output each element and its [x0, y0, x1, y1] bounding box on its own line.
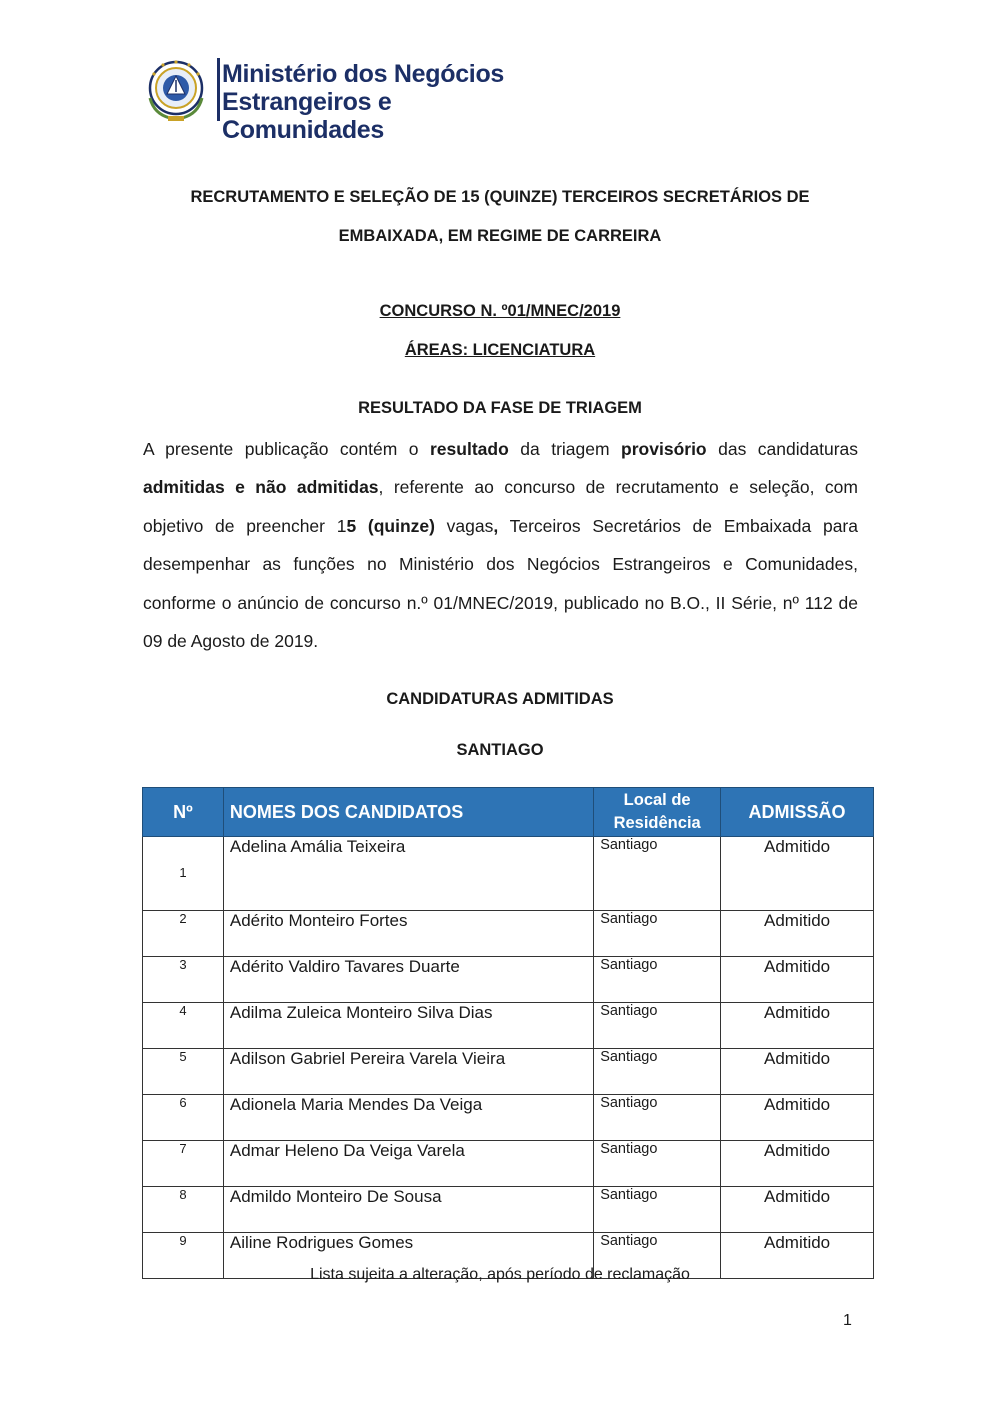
island-title: SANTIAGO	[456, 741, 544, 759]
national-coat-of-arms-icon	[140, 54, 212, 126]
paragraph-bold: 5 (quinze)	[346, 515, 435, 536]
candidate-name: Admar Heleno Da Veiga Varela	[223, 1141, 593, 1187]
ministry-name-line2: Estrangeiros e Comunidades	[222, 88, 392, 144]
table-row	[143, 1141, 874, 1187]
admission-status: Admitido	[721, 957, 874, 1003]
table-row	[143, 1095, 874, 1141]
paragraph-text: vagas	[434, 515, 494, 536]
residence-cell: Santiago	[594, 1233, 721, 1279]
table-row	[143, 957, 874, 1003]
row-number: 9	[143, 1233, 224, 1279]
paragraph-text: Terceiros Secretários de Embaixada para desempenhar as funções no Ministério dos Negócios Estrangeiros e Comunidades, conforme o anúncio de concurso n.º 01/MNEC/2019, publicado no B.O., II Série, nº 112 de 09 de Agosto de 2019.	[143, 515, 858, 652]
residence-cell: Santiago	[594, 1049, 721, 1095]
table-row	[143, 837, 874, 911]
document-title-line1: RECRUTAMENTO E SELEÇÃO DE 15 (QUINZE) TERCEIROS SECRETÁRIOS DE	[190, 188, 810, 206]
candidate-name: Adérito Valdiro Tavares Duarte	[223, 957, 593, 1003]
table-row	[143, 1187, 874, 1233]
admission-status: Admitido	[721, 1095, 874, 1141]
table-row	[143, 1003, 874, 1049]
column-header-residence	[594, 788, 721, 837]
residence-cell: Santiago	[594, 1095, 721, 1141]
document-title-line2: EMBAIXADA, EM REGIME DE CARREIRA	[338, 227, 662, 245]
paragraph-bold: ,	[493, 515, 499, 536]
residence-cell: Santiago	[594, 1003, 721, 1049]
table-row	[143, 911, 874, 957]
admission-status: Admitido	[721, 1187, 874, 1233]
candidate-name: Adilson Gabriel Pereira Varela Vieira	[223, 1049, 593, 1095]
paragraph-bold: resultado	[430, 439, 509, 459]
admission-status: Admitido	[721, 1233, 874, 1279]
concurso-number: CONCURSO N. º01/MNEC/2019	[379, 302, 621, 320]
footer-note: Lista sujeita a alteração, após período de reclamação	[310, 1266, 690, 1283]
paragraph-text: A presente publicação contém o	[143, 439, 430, 459]
paragraph-text: da triagem	[508, 439, 622, 459]
residence-cell: Santiago	[594, 1141, 721, 1187]
candidate-name: Adilma Zuleica Monteiro Silva Dias	[223, 1003, 593, 1049]
candidate-name: Adérito Monteiro Fortes	[223, 911, 593, 957]
intro-paragraph	[143, 430, 858, 660]
candidate-name: Ailine Rodrigues Gomes	[223, 1233, 593, 1279]
logo-divider	[217, 58, 220, 121]
ministry-name-line1: Ministério dos Negócios	[222, 60, 505, 88]
table-header-row	[143, 788, 874, 837]
row-number: 6	[143, 1095, 224, 1141]
admission-status: Admitido	[721, 1141, 874, 1187]
column-header-num: Nº	[143, 788, 224, 837]
admission-status: Admitido	[721, 1003, 874, 1049]
paragraph-bold: admitidas e não admitidas	[143, 477, 379, 498]
page-number: 1	[843, 1312, 852, 1329]
residence-cell: Santiago	[594, 837, 721, 911]
admitted-title: CANDIDATURAS ADMITIDAS	[386, 690, 614, 708]
admission-status: Admitido	[721, 911, 874, 957]
admission-status: Admitido	[721, 837, 874, 911]
paragraph-text: , referente ao concurso de recrutamento e seleção, com objetivo de preencher 1	[143, 477, 858, 536]
areas-heading: ÁREAS: LICENCIATURA	[404, 341, 596, 359]
residence-cell: Santiago	[594, 1187, 721, 1233]
column-header-admission: ADMISSÃO	[721, 788, 874, 837]
candidate-name: Adionela Maria Mendes Da Veiga	[223, 1095, 593, 1141]
areas-heading-wrap	[0, 340, 1000, 360]
column-header-residence-line2: Residência	[613, 814, 701, 832]
candidates-table	[142, 787, 874, 1279]
table-row	[143, 1049, 874, 1095]
column-header-name: NOMES DOS CANDIDATOS	[223, 788, 593, 837]
admission-status: Admitido	[721, 1049, 874, 1095]
row-number: 3	[143, 957, 224, 1003]
row-number: 7	[143, 1141, 224, 1187]
paragraph-text: das candidaturas	[706, 439, 859, 459]
row-number: 4	[143, 1003, 224, 1049]
concurso-heading-wrap	[0, 301, 1000, 321]
ministry-name	[222, 60, 560, 144]
section-title: RESULTADO DA FASE DE TRIAGEM	[358, 399, 642, 417]
residence-cell: Santiago	[594, 911, 721, 957]
candidate-name: Adelina Amália Teixeira	[223, 837, 593, 911]
residence-cell: Santiago	[594, 957, 721, 1003]
column-header-residence-line1: Local de	[623, 791, 691, 809]
ministry-logo	[140, 54, 560, 144]
candidate-name: Admildo Monteiro De Sousa	[223, 1187, 593, 1233]
paragraph-bold: provisório	[621, 439, 707, 459]
row-number: 8	[143, 1187, 224, 1233]
row-number: 5	[143, 1049, 224, 1095]
row-number: 1	[143, 837, 224, 911]
row-number: 2	[143, 911, 224, 957]
